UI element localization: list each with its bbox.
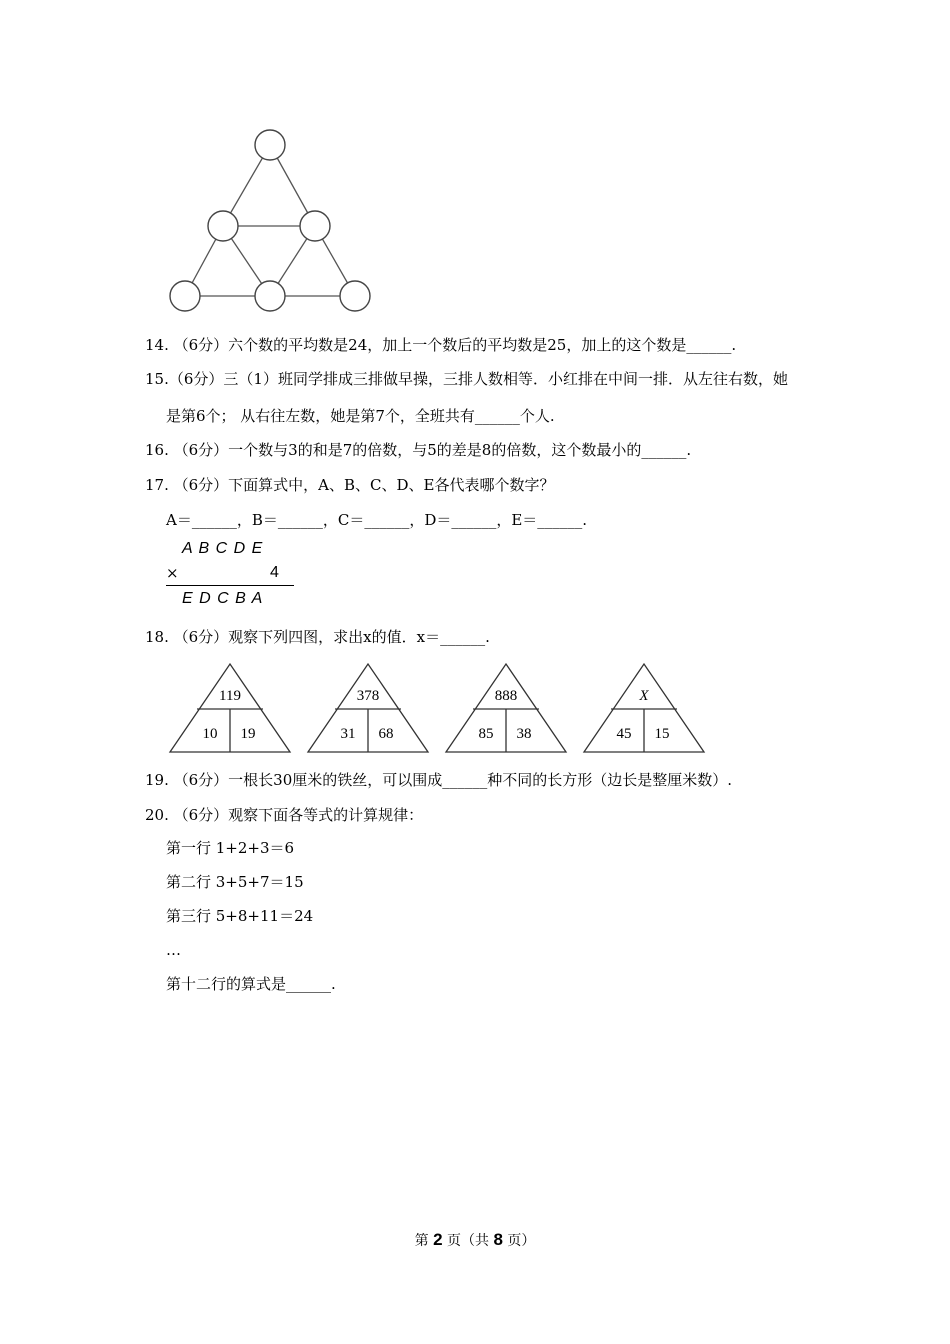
triangle-top-value: 378 bbox=[356, 688, 380, 704]
footer-prefix: 第 bbox=[414, 1233, 429, 1249]
triangle-left-value: 85 bbox=[478, 726, 494, 742]
triangle-right-value: 38 bbox=[516, 726, 532, 742]
triangle-left-value: 31 bbox=[340, 726, 356, 742]
question-15-line1: 15.（6分）三（1）班同学排成三排做早操，三排人数相等．小红排在中间一排．从左往右数，她 bbox=[145, 370, 788, 388]
triangle-top-value: X bbox=[639, 688, 649, 704]
triangle-figures bbox=[165, 660, 715, 760]
blank-circle bbox=[208, 211, 238, 241]
blank-circle bbox=[170, 281, 200, 311]
number-triangle bbox=[308, 664, 428, 752]
question-17: 17. （6分）下面算式中，A、B、C、D、E各代表哪个数字？ bbox=[145, 476, 555, 494]
triangle-left-value: 45 bbox=[616, 726, 632, 742]
question-18: 18. （6分）观察下列四图，求出x的值．x＝______. bbox=[145, 628, 490, 646]
triangle-top-value: 888 bbox=[494, 688, 518, 704]
question-19: 19. （6分）一根长30厘米的铁丝，可以围成______种不同的长方形（边长是整厘米数）. bbox=[145, 771, 733, 789]
question-20-ask: 第十二行的算式是______. bbox=[166, 975, 336, 993]
number-triangle bbox=[584, 664, 704, 752]
blank-circle bbox=[300, 211, 330, 241]
equation-row-1: 第一行 1+2+3＝6 bbox=[166, 839, 295, 857]
page-number: 2 bbox=[433, 1230, 443, 1249]
question-16: 16. （6分）一个数与3的和是7的倍数，与5的差是8的倍数，这个数最小的______. bbox=[145, 441, 692, 459]
number-triangle bbox=[446, 664, 566, 752]
product: E D C B A bbox=[182, 590, 264, 607]
triangle-right-value: 19 bbox=[240, 726, 256, 742]
question-14: 14. （6分）六个数的平均数是24，加上一个数后的平均数是25，加上的这个数是______. bbox=[145, 336, 737, 354]
blank-circle bbox=[255, 281, 285, 311]
multiplier: 4 bbox=[270, 564, 279, 581]
circle-triangle-figure bbox=[160, 120, 380, 320]
triangle-left-value: 10 bbox=[202, 726, 218, 742]
blank-circle bbox=[340, 281, 370, 311]
question-15-line2: 是第6个； 从右往左数，她是第7个，全班共有______个人. bbox=[166, 407, 555, 425]
multiplication-figure bbox=[166, 540, 296, 612]
equation-row-3: 第三行 5+8+11＝24 bbox=[166, 907, 314, 925]
triangle-top-value: 119 bbox=[219, 688, 241, 704]
footer-mid: 页（共 bbox=[447, 1233, 489, 1249]
question-17-answers: A＝______，B＝______，C＝______，D＝______，E＝______. bbox=[166, 511, 588, 529]
blank-circle bbox=[255, 130, 285, 160]
triangle-right-value: 15 bbox=[654, 726, 670, 742]
multiplicand: A B C D E bbox=[182, 540, 264, 557]
page-footer bbox=[0, 1230, 950, 1250]
ellipsis: … bbox=[166, 941, 181, 959]
page-total: 8 bbox=[493, 1230, 503, 1249]
triangle-right-value: 68 bbox=[378, 726, 394, 742]
times-sign: × bbox=[166, 564, 179, 582]
product-rule bbox=[166, 585, 294, 586]
question-20: 20. （6分）观察下面各等式的计算规律： bbox=[145, 806, 424, 824]
number-triangle bbox=[170, 664, 290, 752]
equation-row-2: 第二行 3+5+7＝15 bbox=[166, 873, 304, 891]
footer-suffix: 页） bbox=[507, 1233, 536, 1249]
